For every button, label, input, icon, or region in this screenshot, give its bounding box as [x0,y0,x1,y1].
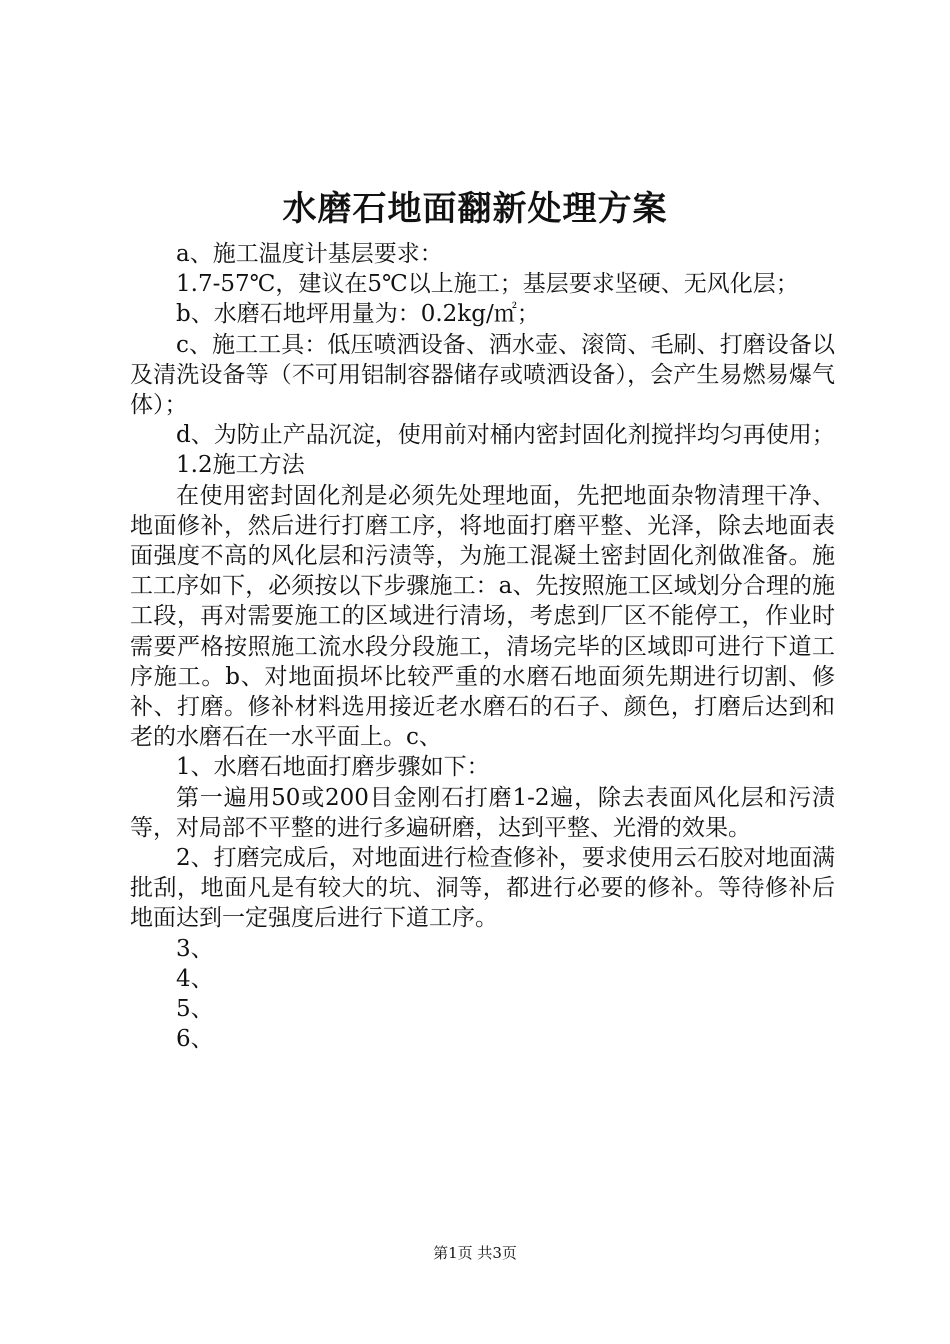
paragraph-temperature-requirement: a、施工温度计基层要求： [176,241,443,267]
paragraph-mixing: d、为防止产品沉淀，使用前对桶内密封固化剂搅拌均匀再使用； [176,422,835,449]
page-number-footer: 第1页 共3页 [433,1244,517,1262]
list-item-step-4: 4、 [176,965,214,992]
list-item-step-6: 6、 [176,1026,214,1053]
document-body [130,239,835,1054]
section-heading-construction-method: 1.2施工方法 [176,452,305,479]
paragraph-construction-method: 在使用密封固化剂是必须先处理地面，先把地面杂物清理干净、地面修补，然后进行打磨工序，将地面打磨平整、光泽，除去地面表面强度不高的风化层和污渍等，为施工混凝土密封固化剂做准备。施工工序如下，必须按以下步骤施工：a、先按照施工区域划分合理的施工段，再对需要施工的区域进行清场，考虑到厂区不能停工，作业时需要严格按照施工流水段分段施工，清场完毕的区域即可进行下道工序施工。b、对地面损坏比较严重的水磨石地面须先期进行切割、修补、打磨。修补材料选用接近老水磨石的石子、颜色，打磨后达到和老的水磨石在一水平面上。c、 [130,482,835,751]
paragraph-first-grinding: 第一遍用50或200目金刚石打磨1-2遍，除去表面风化层和污渍等，对局部不平整的进行多遍研磨，达到平整、光滑的效果。 [130,784,835,841]
paragraph-tools: c、施工工具：低压喷洒设备、洒水壶、滚筒、毛刷、打磨设备以及清洗设备等（不可用铝制容器储存或喷洒设备），会产生易燃易爆气体）； [130,331,835,419]
list-item-step-5: 5、 [176,996,214,1023]
paragraph-usage-amount: b、水磨石地坪用量为：0.2kg/㎡； [176,301,540,328]
document-title: 水磨石地面翻新处理方案 [282,189,668,229]
paragraph-temperature-detail: 1.7-57℃，建议在5℃以上施工；基层要求坚硬、无风化层； [176,271,799,298]
paragraph-grinding-steps: 1、水磨石地面打磨步骤如下： [176,754,490,781]
paragraph-repair: 2、打磨完成后，对地面进行检查修补，要求使用云石胶对地面满批刮，地面凡是有较大的坑、洞等，都进行必要的修补。等待修补后地面达到一定强度后进行下道工序。 [130,845,835,932]
list-item-step-3: 3、 [176,935,214,962]
